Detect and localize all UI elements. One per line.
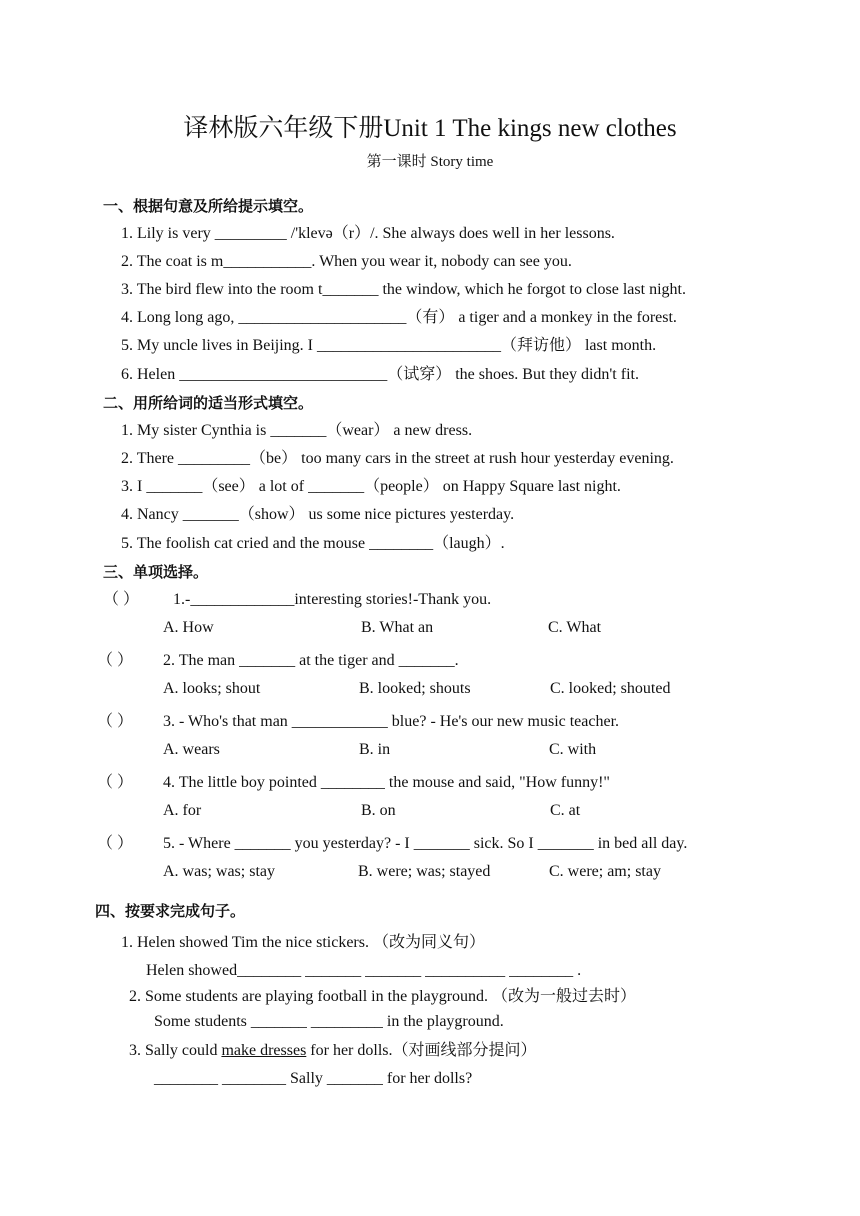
mc-question-4: 4. The little boy pointed ________ the mouse and said, "How funny!"	[163, 774, 610, 791]
s2-item-2: 2. There _________（be） too many cars in the street at rush hour yesterday evening.	[121, 450, 674, 467]
mc-option: B. in	[359, 741, 391, 758]
s1-item-5: 5. My uncle lives in Beijing. I _______________________（拜访他） last month.	[121, 337, 657, 354]
section-3-heading: 三、单项选择。	[103, 563, 209, 581]
mc-question-1: 1.-_____________interesting stories!-Thank you.	[173, 591, 492, 608]
s4-answer-1: Helen showed________ _______ _______ __________ ________ .	[146, 962, 582, 979]
s4-answer-2: Some students _______ _________ in the playground.	[154, 1013, 504, 1030]
mc-question-2: 2. The man _______ at the tiger and _______.	[163, 652, 459, 669]
mc-question-5: 5. - Where _______ you yesterday? - I _______ sick. So I _______ in bed all day.	[163, 835, 688, 852]
s4-question-2: 2. Some students are playing football in the playground. （改为一般过去时）	[129, 988, 637, 1005]
s4-q3-text-post: for her dolls.（对画线部分提问）	[306, 1042, 537, 1059]
s2-item-1: 1. My sister Cynthia is _______（wear） a new dress.	[121, 422, 473, 439]
s1-item-1: 1. Lily is very _________ /'klevə（r）/. She always does well in her lessons.	[121, 225, 615, 242]
section-4-heading: 四、按要求完成句子。	[95, 902, 246, 920]
answer-paren: （ ）	[97, 774, 134, 791]
s2-item-3: 3. I _______（see） a lot of _______（people） on Happy Square last night.	[121, 478, 621, 495]
s1-item-3: 3. The bird flew into the room t_______ the window, which he forgot to close last night.	[121, 281, 686, 298]
mc-option: B. were; was; stayed	[358, 863, 491, 880]
answer-paren: （ ）	[97, 713, 134, 730]
mc-option: C. What	[548, 619, 602, 636]
mc-option: C. were; am; stay	[549, 863, 661, 880]
page-subtitle: 第一课时 Story time	[366, 154, 494, 170]
mc-question-3: 3. - Who's that man ____________ blue? - He's our new music teacher.	[163, 713, 620, 730]
mc-option: C. at	[550, 802, 581, 819]
answer-paren: （ ）	[97, 835, 134, 852]
mc-option: C. looked; shouted	[550, 680, 671, 697]
answer-paren: （ ）	[97, 652, 134, 669]
s1-item-2: 2. The coat is m___________. When you wear it, nobody can see you.	[121, 253, 572, 270]
page-title: 译林版六年级下册Unit 1 The kings new clothes	[183, 115, 677, 142]
s4-q3-text-pre: 3. Sally could	[129, 1042, 222, 1059]
s4-question-1: 1. Helen showed Tim the nice stickers. （改为同义句）	[121, 934, 485, 951]
section-1-heading: 一、根据句意及所给提示填空。	[103, 197, 314, 215]
mc-option: B. What an	[361, 619, 434, 636]
s1-item-6: 6. Helen __________________________（试穿） the shoes. But they didn't fit.	[121, 366, 639, 383]
s4-question-3	[129, 1041, 537, 1061]
mc-option: B. on	[361, 802, 396, 819]
underlined-phrase: make dresses	[221, 1042, 307, 1059]
section-2-heading: 二、用所给词的适当形式填空。	[103, 394, 314, 412]
s2-item-5: 5. The foolish cat cried and the mouse ________（laugh）.	[121, 535, 505, 552]
s2-item-4: 4. Nancy _______（show） us some nice pictures yesterday.	[121, 506, 515, 523]
s4-answer-3: ________ ________ Sally _______ for her dolls?	[154, 1070, 473, 1087]
mc-option: A. looks; shout	[163, 680, 261, 697]
mc-option: A. was; was; stay	[163, 863, 275, 880]
mc-option: A. wears	[163, 741, 220, 758]
answer-paren: （ ）	[103, 591, 140, 608]
s1-item-4: 4. Long long ago, _____________________（有） a tiger and a monkey in the forest.	[121, 309, 677, 326]
mc-option: A. How	[163, 619, 214, 636]
mc-option: A. for	[163, 802, 202, 819]
mc-option: B. looked; shouts	[359, 680, 471, 697]
mc-option: C. with	[549, 741, 597, 758]
